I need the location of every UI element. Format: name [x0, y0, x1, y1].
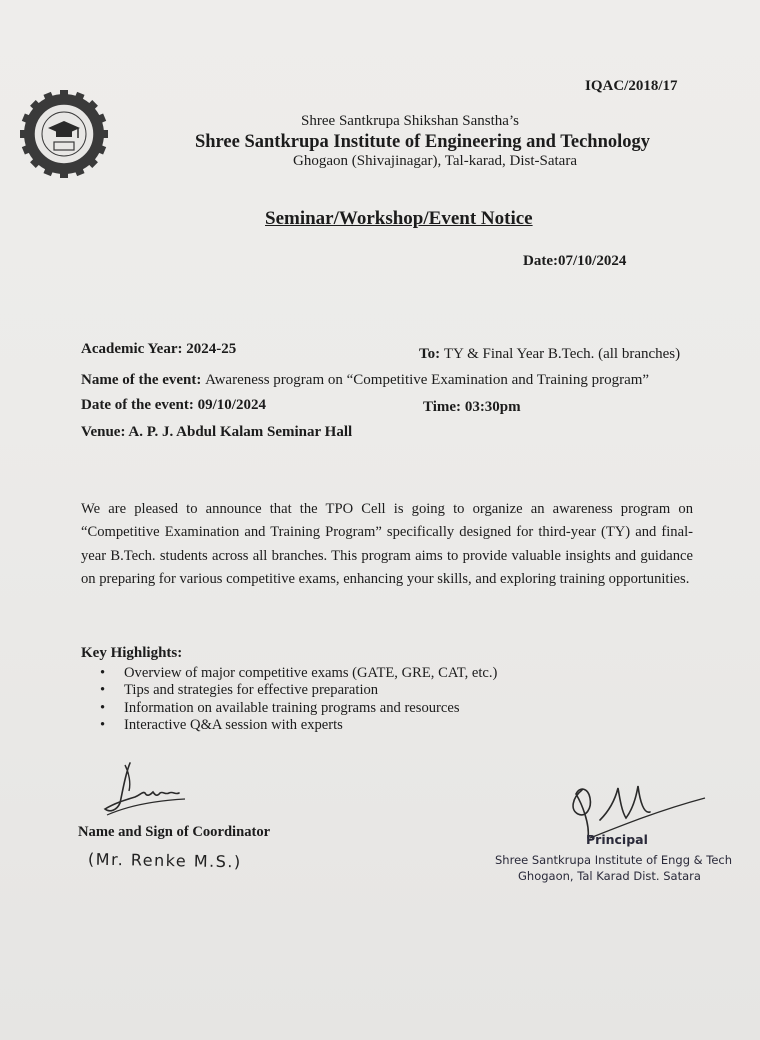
principal-title: Principal [586, 832, 648, 847]
list-item: • Tips and strategies for effective preparation [100, 682, 497, 699]
coordinator-signature [95, 755, 195, 825]
highlights-title: Key Highlights: [81, 645, 183, 661]
audience-label: To: [419, 346, 444, 362]
society-name: Shree Santkrupa Shikshan Sanstha’s [301, 113, 519, 129]
event-name-label: Name of the event: [81, 372, 206, 388]
event-time [423, 399, 521, 416]
list-item: • Interactive Q&A session with experts [100, 717, 497, 734]
principal-stamp-line1: Shree Santkrupa Institute of Engg & Tech [495, 853, 733, 867]
event-date-value: 09/10/2024 [197, 397, 266, 413]
principal-stamp-line2: Ghogaon, Tal Karad Dist. Satara [518, 869, 701, 883]
notice-date: Date:07/10/2024 [523, 253, 627, 269]
coordinator-label: Name and Sign of Coordinator [78, 824, 271, 840]
notice-title: Seminar/Workshop/Event Notice [265, 208, 533, 229]
coordinator-name: (Mr. Renke M.S.) [87, 849, 242, 872]
academic-year [81, 341, 236, 358]
reference-number: IQAC/2018/17 [585, 78, 678, 94]
venue-label: Venue: [81, 424, 129, 440]
event-time-value: 03:30pm [464, 399, 521, 415]
event-date [81, 397, 266, 414]
event-time-label: Time: [423, 399, 465, 415]
list-item: • Overview of major competitive exams (GATE, GRE, CAT, etc.) [100, 665, 497, 682]
academic-year-label: Academic Year: [81, 341, 187, 357]
audience [419, 346, 680, 363]
list-item: • Information on available training programs and resources [100, 700, 497, 717]
venue-value: A. P. J. Abdul Kalam Seminar Hall [128, 424, 353, 440]
audience-value: TY & Final Year B.Tech. (all branches) [443, 346, 681, 362]
event-name-value: Awareness program on “Competitive Examination and Training program” [205, 372, 650, 388]
venue [81, 424, 352, 441]
event-date-label: Date of the event: [81, 397, 198, 413]
academic-year-value: 2024-25 [186, 341, 237, 357]
announcement-paragraph: We are pleased to announce that the TPO Cell is going to organize an awareness program on “Competitive Examination and Training Program” specifically designed for third-year (TY) and final-year B.Tech. students across all branches. This program aims to provide valuable insights and guidance on preparing for various competitive exams, enhancing your skills, and exploring training opportunities. [81, 501, 693, 587]
event-name [81, 372, 649, 389]
institute-address: Ghogaon (Shivajinagar), Tal-karad, Dist-Satara [293, 153, 577, 169]
institute-name: Shree Santkrupa Institute of Engineering and Technology [194, 132, 651, 152]
highlights-list [100, 665, 497, 735]
